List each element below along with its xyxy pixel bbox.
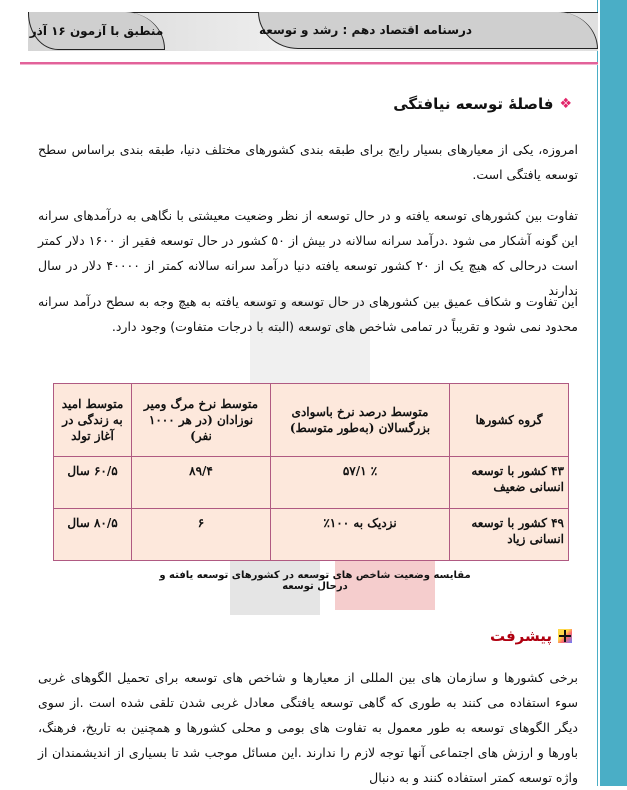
table-header-cell: گروه کشورها bbox=[450, 384, 569, 457]
table-caption: مقایسه وضعیت شاخص های توسعه در کشورهای توسعه یافته و درحال توسعه bbox=[159, 570, 471, 592]
table-cell: ۴۹ کشور با توسعه انسانی زیاد bbox=[450, 509, 569, 561]
section-title-development-gap bbox=[393, 95, 572, 113]
table-cell: ۶۰/۵ سال bbox=[54, 457, 132, 509]
table-cell: ۴۳ کشور با توسعه انسانی ضعیف bbox=[450, 457, 569, 509]
table-cell: ٪ ۵۷/۱ bbox=[271, 457, 450, 509]
table-cell: ۸۹/۴ bbox=[132, 457, 271, 509]
table-header-cell: متوسط امید به زندگی در آغاز تولد bbox=[54, 384, 132, 457]
table-cell: نزدیک به ۱۰۰٪ bbox=[271, 509, 450, 561]
star-bullet-icon: ❖ bbox=[559, 96, 572, 112]
table-header-cell: متوسط درصد نرخ باسوادی بزرگسالان (به‌طور متوسط) bbox=[271, 384, 450, 457]
table-header-row bbox=[54, 384, 569, 457]
table-cell: ۶ bbox=[132, 509, 271, 561]
header-divider bbox=[20, 62, 598, 64]
header-title: درسنامه اقتصاد دهم : رشد و توسعه bbox=[259, 23, 473, 37]
section-title-progress bbox=[490, 627, 572, 645]
paragraph: این تفاوت و شکاف عمیق بین کشورهای در حال توسعه و توسعه یافته به هیچ وجه به سطح درآمد سرانه محدود نمی شود و تقریباً در تمامی شاخص های توسعه (البته با درجات متفاوت) وجود دارد. bbox=[38, 294, 578, 334]
table-row bbox=[54, 457, 569, 509]
section-title-text: پیشرفت bbox=[489, 627, 552, 645]
section-title-text: فاصلهٔ توسعه نیافتگی bbox=[393, 95, 554, 113]
header-exam-label: منطبق با آزمون ۱۶ آذر bbox=[29, 23, 164, 38]
page-side-bar bbox=[598, 0, 627, 786]
paragraph: برخی کشورها و سازمان های بین المللی از معیارها و شاخص های توسعه برای تحمیل الگوهای غربی سوء استفاده می کنند به طوری که گاهی توسعه یافتگی معادل غربی شدن تلقی شده است .از سوی دیگر الگوهای توسعه به طور معمول به تفاوت های بومی و محلی کشورها و همچنین به تاریخ، فرهنگ، باورها و ارزش های اجتماعی آنها توجه لازم را ندارند .این مسائل موجب شد تا بسیاری از اندیشمندان از واژه توسعه کمتر استفاده کنند و به دنبال bbox=[38, 670, 578, 785]
table-cell: ۸۰/۵ سال bbox=[54, 509, 132, 561]
header-title-tab bbox=[258, 12, 598, 49]
paragraph: تفاوت بین کشورهای توسعه یافته و در حال توسعه از نظر وضعیت معیشتی با نگاهی به درآمدهای سرانه این گونه آشکار می شود .درآمد سرانه سالانه در بیش از ۵۰ کشور در حال توسعه فقیر از ۱۶۰۰ دلار کمتر است درحالی که هیچ یک از ۲۰ کشور توسعه یافته دنیا درآمد سرانه سالانه کمتر از ۴۰۰۰۰ دلار در سال ندارند bbox=[38, 208, 579, 298]
development-indicators-table bbox=[53, 383, 569, 561]
table-header-cell: متوسط نرخ مرگ ومیر نوزادان (در هر ۱۰۰۰ نفر) bbox=[132, 384, 271, 457]
paragraph: امروزه، یکی از معیارهای بسیار رایج برای طبقه بندی کشورهای مختلف دنیا، طبقه بندی براساس سطح توسعه یافتگی است. bbox=[38, 142, 578, 182]
plus-bullet-icon bbox=[558, 629, 572, 643]
header-exam-tab bbox=[28, 12, 165, 50]
table-row bbox=[54, 509, 569, 561]
